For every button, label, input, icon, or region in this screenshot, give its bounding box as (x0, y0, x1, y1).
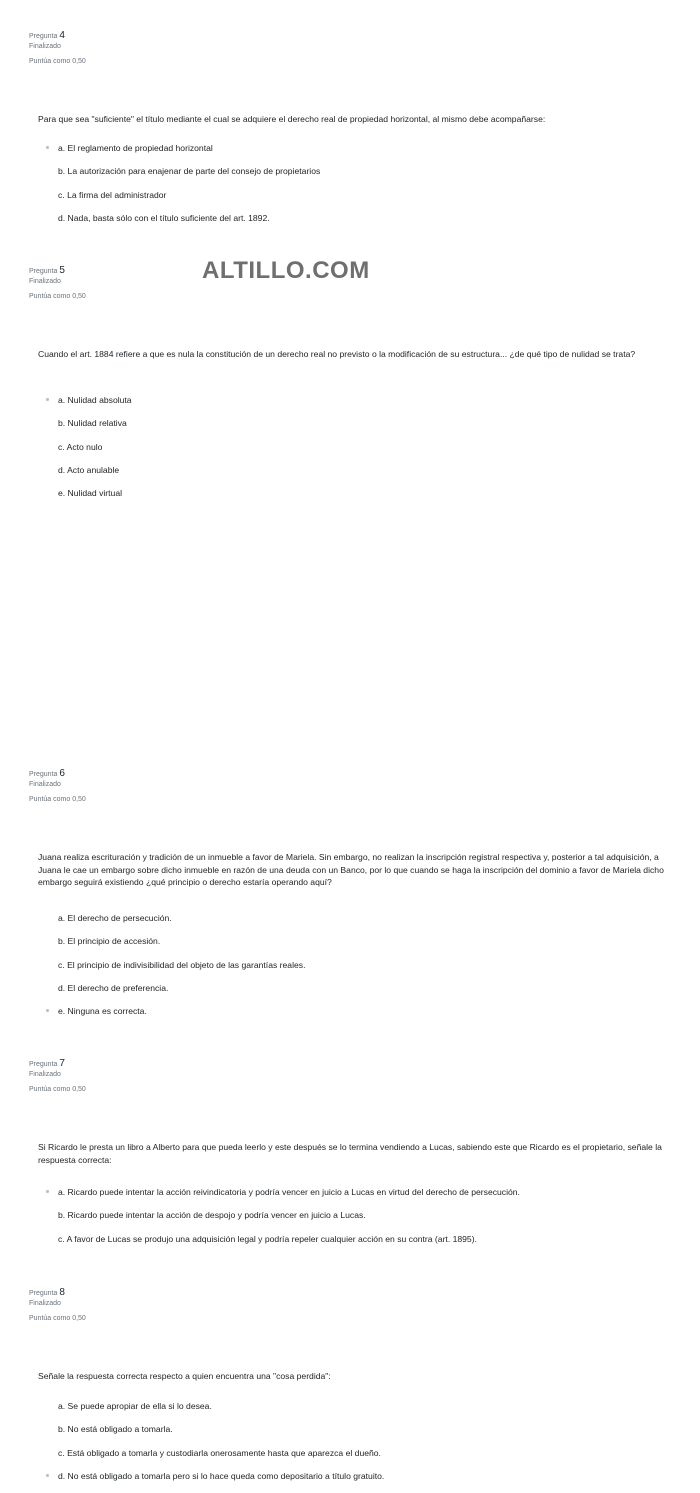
answer-option-label: b. La autorización para enajenar de parte del consejo de propietarios (58, 166, 321, 177)
question-info (29, 768, 229, 810)
answer-option-label: b. Nulidad relativa (58, 418, 127, 429)
answer-option[interactable] (38, 912, 678, 935)
watermark: ALTILLO.COM (202, 257, 370, 284)
question-number-line (29, 30, 229, 42)
answer-option-label: c. Acto nulo (58, 441, 103, 452)
answer-option[interactable] (38, 959, 678, 982)
selected-dot-icon (46, 1009, 49, 1012)
answer-option[interactable] (38, 1470, 678, 1493)
answer-option[interactable] (38, 1209, 678, 1232)
answer-option-label: e. Ninguna es correcta. (58, 1006, 147, 1017)
question-state: Finalizado (29, 1300, 61, 1307)
question-info (29, 1287, 229, 1329)
answer-option[interactable] (38, 212, 678, 235)
answer-option-label: c. Está obligado a tomarla y custodiarla onerosamente hasta que aparezca el dueño. (58, 1447, 381, 1458)
question-number-line (29, 1058, 229, 1070)
answer-option-label: a. El derecho de persecución. (58, 913, 172, 923)
question-text: Cuando el art. 1884 refiere a que es nula la constitución de un derecho real no previsto o la modificación de su estructura... ¿de qué tipo de nulidad se trata? (38, 349, 636, 359)
answer-option-label: a. Nulidad absoluta (58, 395, 132, 405)
answer-option-label: b. El principio de accesión. (58, 936, 161, 947)
question-label: Pregunta (29, 1290, 58, 1297)
question-grade: Puntúa como 0,50 (29, 293, 86, 300)
question-number: 4 (59, 30, 65, 41)
answer-option[interactable] (38, 1005, 678, 1028)
answer-option[interactable] (38, 417, 678, 440)
answer-option-label: a. Se puede apropiar de ella si lo desea. (58, 1401, 212, 1411)
answer-option-label: a. Ricardo puede intentar la acción reivindicatoria y podría vencer en juicio a Lucas en virtud del derecho de persecución. (58, 1187, 520, 1197)
answer-option[interactable] (38, 464, 678, 487)
question-label: Pregunta (29, 1061, 58, 1068)
question-text: Señale la respuesta correcta respecto a quien encuentra una "cosa perdida": (38, 1371, 331, 1381)
answer-option[interactable] (38, 394, 678, 417)
question-text: Juana realiza escrituración y tradición de un inmueble a favor de Mariela. Sin embargo, no realizan la inscripción registral respectiva y, posterior a tal adquisición, a Juana le cae un embargo sobre dicho inmueble en razón de una deuda con un Banco, por lo que cuando se haga la inscripción del dominio a favor de Mariela dicho embargo seguirá existiendo ¿qué principio o derecho estaría operando aquí? (38, 852, 664, 887)
answer-option[interactable] (38, 982, 678, 1005)
answer-options (38, 912, 678, 1028)
question-state: Finalizado (29, 1071, 61, 1078)
question-info (29, 30, 229, 72)
answer-option[interactable] (38, 1447, 678, 1470)
question-number: 7 (59, 1058, 65, 1069)
question-text: Para que sea "suficiente" el título mediante el cual se adquiere el derecho real de propiedad horizontal, al mismo debe acompañarse: (38, 114, 546, 124)
question-text: Si Ricardo le presta un libro a Alberto para que pueda leerlo y este después se lo termina vendiendo a Lucas, sabiendo este que Ricardo es el propietario, señale la respuesta correcta: (38, 1142, 662, 1165)
answer-option-label: d. Nada, basta sólo con el título suficiente del art. 1892. (58, 212, 270, 223)
question-number-line (29, 1287, 229, 1299)
question-grade: Puntúa como 0,50 (29, 796, 86, 803)
answer-option[interactable] (38, 441, 678, 464)
answer-option[interactable] (38, 1186, 678, 1209)
answer-option-label: c. El principio de indivisibilidad del objeto de las garantías reales. (58, 959, 306, 970)
question-number: 6 (59, 768, 65, 779)
answer-option-label: b. Ricardo puede intentar la acción de despojo y podría vencer en juicio a Lucas. (58, 1210, 366, 1221)
question-number: 8 (59, 1287, 65, 1298)
question-label: Pregunta (29, 268, 58, 275)
question-state: Finalizado (29, 278, 61, 285)
question-state: Finalizado (29, 781, 61, 788)
question-grade: Puntúa como 0,50 (29, 1086, 86, 1093)
question-grade: Puntúa como 0,50 (29, 1315, 86, 1322)
question-label: Pregunta (29, 771, 58, 778)
selected-dot-icon (46, 146, 49, 149)
answer-options (38, 394, 678, 510)
answer-option-label: b. No está obligado a tomarla. (58, 1424, 173, 1435)
selected-dot-icon (46, 1190, 49, 1193)
answer-option-label: c. La firma del administrador (58, 189, 167, 200)
answer-option[interactable] (38, 1423, 678, 1446)
answer-option-label: d. Acto anulable (58, 464, 120, 475)
question-number-line (29, 265, 229, 277)
answer-options (38, 1186, 678, 1256)
question-grade: Puntúa como 0,50 (29, 58, 86, 65)
answer-option-label: d. No está obligado a tomarla pero si lo hace queda como depositario a título gratuito. (58, 1470, 385, 1481)
selected-dot-icon (46, 398, 49, 401)
answer-option[interactable] (38, 487, 678, 510)
answer-option-label: a. El reglamento de propiedad horizontal (58, 143, 213, 153)
question-state: Finalizado (29, 43, 61, 50)
question-number: 5 (59, 265, 65, 276)
answer-option-label: e. Nulidad virtual (58, 488, 123, 499)
answer-option[interactable] (38, 189, 678, 212)
answer-options (38, 1400, 678, 1493)
question-info (29, 265, 229, 307)
question-number-line (29, 768, 229, 780)
answer-option-label: d. El derecho de preferencia. (58, 982, 169, 993)
question-label: Pregunta (29, 33, 58, 40)
answer-option[interactable] (38, 1400, 678, 1423)
answer-option[interactable] (38, 935, 678, 958)
answer-option-label: c. A favor de Lucas se produjo una adquisición legal y podría repeler cualquier acción en su contra (art. 1895). (58, 1233, 477, 1244)
answer-options (38, 142, 678, 235)
selected-dot-icon (46, 1474, 49, 1477)
answer-option[interactable] (38, 1233, 678, 1256)
answer-option[interactable] (38, 165, 678, 188)
answer-option[interactable] (38, 142, 678, 165)
question-info (29, 1058, 229, 1100)
